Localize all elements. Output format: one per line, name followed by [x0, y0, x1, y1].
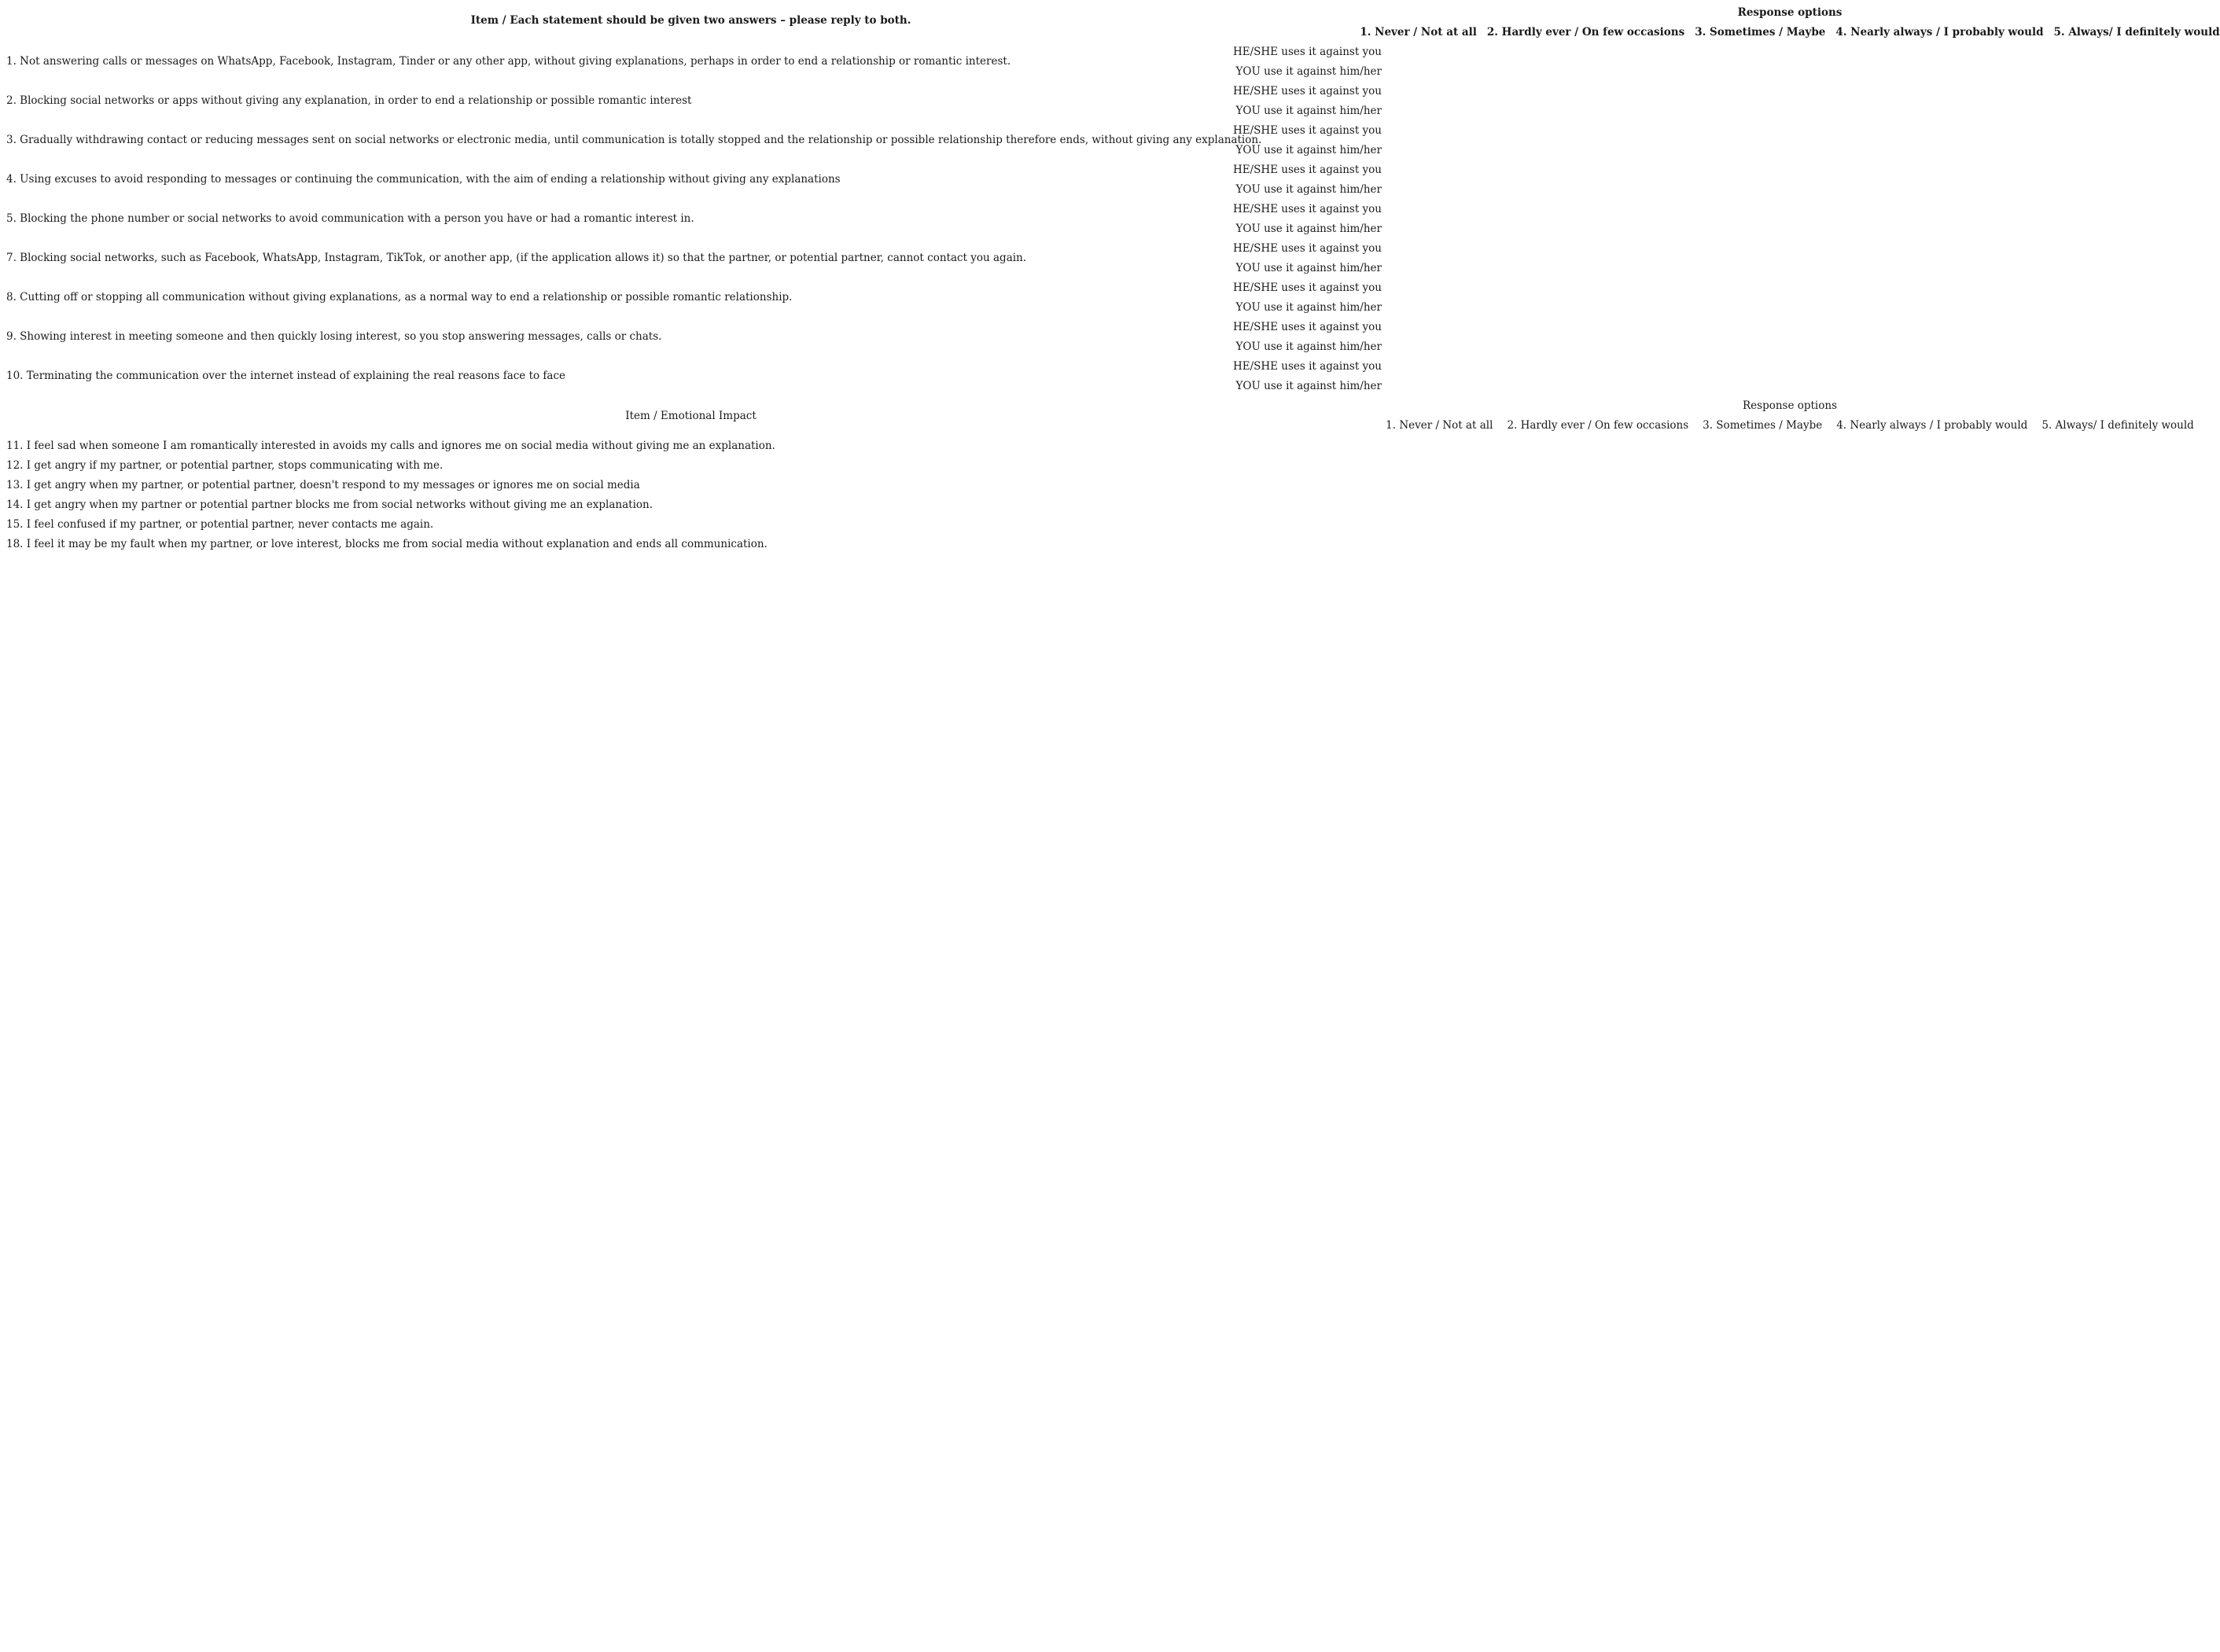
answer-he-she-label: HE/SHE uses it against you [1232, 242, 1382, 255]
item-statement: 2. Blocking social networks or apps without giving any explanation, in order to end a relationship or possible romantic interest [6, 94, 692, 107]
response-option: 1. Never / Not at all [1360, 26, 1477, 39]
item-statement: 7. Blocking social networks, such as Facebook, WhatsApp, Instagram, TikTok, or another app, (if the application allows it) so that the partner, or potential partner, cannot contact you again. [6, 252, 1027, 264]
item-statement: 8. Cutting off or stopping all communication without giving explanations, as a normal way to end a relationship or possible romantic relationship. [6, 291, 793, 304]
item-row [0, 42, 1382, 82]
answer-he-she-label: HE/SHE uses it against you [1232, 360, 1382, 373]
item-answer-labels [1232, 200, 1382, 239]
item-answer-labels [1232, 278, 1382, 318]
item-row [0, 160, 1382, 200]
item-statement: 4. Using excuses to avoid responding to messages or continuing the communication, with the aim of ending a relationship without giving any explanations [6, 173, 841, 186]
item-answer-labels [1232, 357, 1382, 396]
item-answer-labels [1232, 82, 1382, 121]
response-option: 4. Nearly always / I probably would [1836, 419, 2028, 432]
section2-response-options-title: Response options [1742, 399, 1838, 412]
item-answer-labels [1232, 42, 1382, 82]
item-statement: 9. Showing interest in meeting someone and then quickly losing interest, so you stop answering messages, calls or chats. [6, 330, 662, 343]
item-statement: 3. Gradually withdrawing contact or reducing messages sent on social networks or electronic media, until communication is totally stopped and the relationship or possible relationship therefore ends, without giving any explanation. [6, 134, 1262, 146]
section2-header: Item / Emotional Impact [625, 410, 757, 422]
item-row [0, 200, 1382, 239]
item-row [0, 278, 1382, 318]
item-row [0, 121, 1382, 160]
response-option: 3. Sometimes / Maybe [1703, 419, 1823, 432]
answer-you-label: YOU use it against him/her [1235, 223, 1382, 235]
answer-you-label: YOU use it against him/her [1235, 380, 1382, 392]
response-option: 5. Always/ I definitely would [2053, 26, 2220, 39]
emotional-item: 13. I get angry when my partner, or potential partner, doesn't respond to my messages or ignores me on social media [6, 479, 640, 491]
item-row [0, 82, 1382, 121]
item-statement: 5. Blocking the phone number or social networks to avoid communication with a person you have or had a romantic interest in. [6, 212, 694, 225]
emotional-item: 18. I feel it may be my fault when my partner, or love interest, blocks me from social media without explanation and ends all communication. [6, 538, 768, 550]
answer-he-she-label: HE/SHE uses it against you [1232, 124, 1382, 137]
response-option: 2. Hardly ever / On few occasions [1507, 419, 1689, 432]
answer-you-label: YOU use it against him/her [1235, 340, 1382, 353]
answer-he-she-label: HE/SHE uses it against you [1232, 321, 1382, 333]
emotional-item: 11. I feel sad when someone I am romantically interested in avoids my calls and ignores me on social media without giving me an explanation. [6, 440, 775, 452]
response-option: 1. Never / Not at all [1386, 419, 1493, 432]
answer-he-she-label: HE/SHE uses it against you [1232, 164, 1382, 176]
response-options-title: Response options [1737, 6, 1843, 19]
item-statement: 10. Terminating the communication over the internet instead of explaining the real reasons face to face [6, 370, 566, 382]
emotional-item: 14. I get angry when my partner or potential partner blocks me from social networks without giving me an explanation. [6, 499, 653, 511]
section2-response-options-row [1382, 416, 2198, 436]
item-answer-labels [1232, 160, 1382, 200]
emotional-item: 12. I get angry if my partner, or potential partner, stops communicating with me. [6, 459, 444, 472]
answer-you-label: YOU use it against him/her [1235, 144, 1382, 156]
section1-item-list [0, 42, 1382, 396]
item-row [0, 318, 1382, 357]
item-row [0, 357, 1382, 396]
item-answer-labels [1232, 121, 1382, 160]
section1-header: Item / Each statement should be given two answers – please reply to both. [470, 14, 911, 27]
answer-you-label: YOU use it against him/her [1235, 183, 1382, 196]
answer-he-she-label: HE/SHE uses it against you [1232, 46, 1382, 58]
response-option: 2. Hardly ever / On few occasions [1486, 26, 1685, 39]
answer-he-she-label: HE/SHE uses it against you [1232, 281, 1382, 294]
section2-item-list [6, 436, 775, 554]
answer-he-she-label: HE/SHE uses it against you [1232, 203, 1382, 215]
item-statement: 1. Not answering calls or messages on WhatsApp, Facebook, Instagram, Tinder or any other app, without giving explanations, perhaps in order to end a relationship or romantic interest. [6, 55, 1011, 68]
answer-you-label: YOU use it against him/her [1235, 105, 1382, 117]
answer-he-she-label: HE/SHE uses it against you [1232, 85, 1382, 98]
answer-you-label: YOU use it against him/her [1235, 301, 1382, 314]
response-option: 3. Sometimes / Maybe [1695, 26, 1826, 39]
item-answer-labels [1232, 239, 1382, 278]
answer-you-label: YOU use it against him/her [1235, 262, 1382, 274]
item-row [0, 239, 1382, 278]
emotional-item: 15. I feel confused if my partner, or potential partner, never contacts me again. [6, 518, 434, 531]
answer-you-label: YOU use it against him/her [1235, 65, 1382, 78]
response-option: 5. Always/ I definitely would [2041, 419, 2194, 432]
response-option: 4. Nearly always / I probably would [1835, 26, 2044, 39]
response-options-row [1360, 23, 2220, 42]
item-answer-labels [1232, 318, 1382, 357]
